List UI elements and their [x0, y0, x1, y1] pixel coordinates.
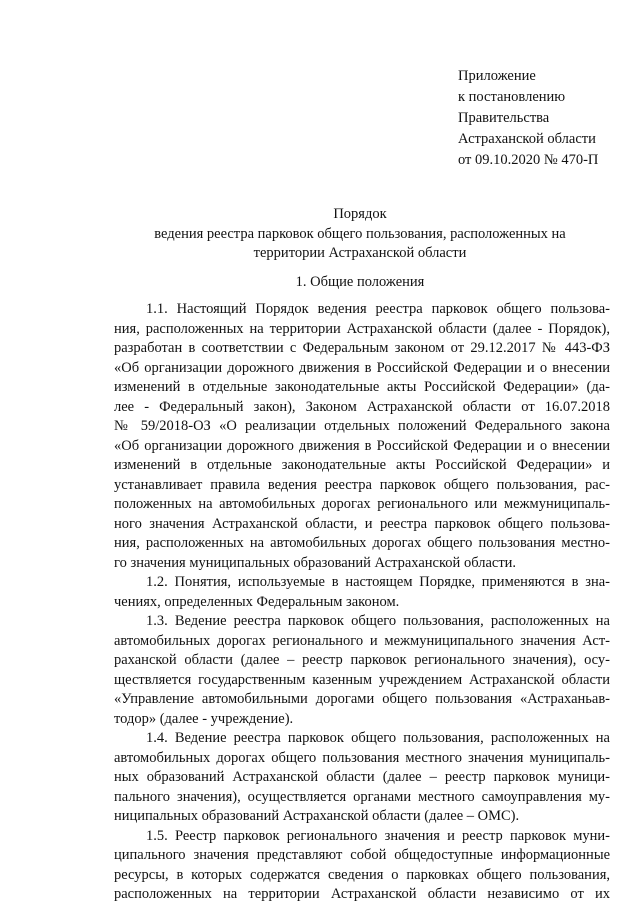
text-line: чениях, определенных Федеральным законом.	[114, 593, 400, 610]
text-line: пального значения), осуществляется органами местного самоуправления му-	[114, 788, 610, 805]
text-line: 1.3. Ведение реестра парковок общего пользования, расположенных на	[146, 613, 610, 629]
document-body	[114, 300, 610, 905]
text-line: ния, расположенных на автомобильных дорогах общего пользования местно-	[114, 535, 610, 551]
text-line: разработан в соответствии с Федеральным законом от 29.12.2017 № 443-ФЗ	[114, 340, 610, 356]
text-line: «Управление автомобильными дорогами общего пользования «Астраханьав-	[114, 691, 610, 707]
appendix-line: от 09.10.2020 № 470-П	[458, 152, 599, 168]
document-subtitle-line: ведения реестра парковок общего пользования, расположенных на	[154, 226, 566, 242]
text-line: расположенных на территории Астраханской области независимо от их	[114, 886, 610, 902]
text-line: № 59/2018-ОЗ «О реализации отдельных положений Федерального закона	[114, 418, 610, 434]
text-line: «Об организации дорожного движения в Российской Федерации и о внесении	[114, 437, 610, 454]
text-line: «Об организации дорожного движения в Российской Федерации и о внесении	[114, 359, 610, 376]
text-line: лее - Федеральный закон), Законом Астраханской области от 16.07.2018	[114, 398, 610, 415]
text-line: 1.4. Ведение реестра парковок общего пользования, расположенных на	[146, 730, 610, 746]
text-line: автомобильных дорогах регионального и межмуниципального значения Аст-	[114, 632, 610, 649]
text-line: тодор» (далее - учреждение).	[114, 710, 294, 727]
text-line: положенных на автомобильных дорогах регионального или межмуниципаль-	[114, 496, 610, 512]
text-line: ного значения Астраханской области, и реестра парковок общего пользова-	[114, 515, 610, 532]
text-line: ных образований Астраханской области (далее – реестр парковок муници-	[114, 769, 610, 785]
appendix-line: к постановлению	[458, 89, 566, 105]
text-line: ципального значения представляют собой общедоступные информационные	[114, 847, 610, 863]
text-line: устанавливает правила ведения реестра парковок общего пользования, рас-	[114, 476, 610, 493]
appendix-line: Астраханской области	[458, 131, 596, 147]
document-subtitle-line: территории Астраханской области	[253, 245, 467, 261]
appendix-block	[458, 66, 628, 171]
section-heading: 1. Общие положения	[295, 274, 425, 290]
appendix-line: Правительства	[458, 110, 550, 126]
text-line: 1.1. Настоящий Порядок ведения реестра парковок общего пользова-	[146, 301, 610, 317]
text-line: 1.5. Реестр парковок регионального значения и реестр парковок муни-	[146, 827, 610, 844]
text-line: ния, расположенных на территории Астраханской области (далее - Порядок),	[114, 320, 610, 337]
text-line: раханской области (далее – реестр парковок регионального значения), осу-	[114, 652, 610, 668]
text-line: ществляется государственным казенным учреждением Астраханской области	[114, 671, 610, 688]
text-line: го значения муниципальных образований Астраханской области.	[114, 554, 517, 571]
text-line: ниципальных образований Астраханской области (далее – ОМС).	[114, 808, 520, 824]
document-title: Порядок	[333, 206, 387, 222]
text-line: 1.2. Понятия, используемые в настоящем Порядке, применяются в зна-	[146, 574, 610, 590]
appendix-line: Приложение	[458, 68, 536, 84]
text-line: изменений в отдельные законодательные акты Российской Федерации» и	[114, 457, 610, 473]
text-line: изменений в отдельные законодательные акты Российской Федерации» (да-	[114, 379, 610, 395]
text-line: ресурсы, в которых содержатся сведения о парковках общего пользования,	[114, 866, 610, 883]
text-line: автомобильных дорогах общего пользования местного значения муниципаль-	[114, 749, 610, 766]
